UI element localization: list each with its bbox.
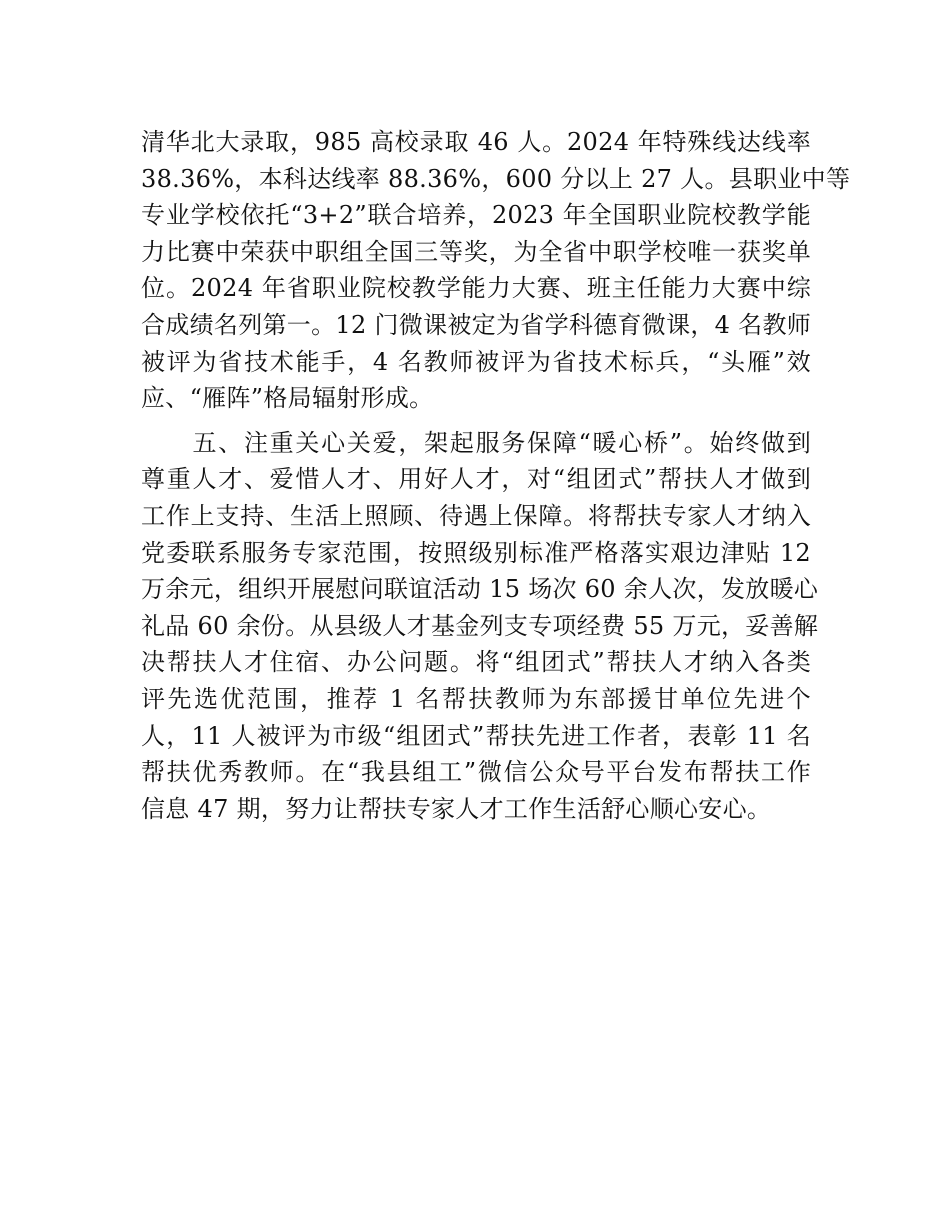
text-line: 尊重人才、爱惜人才、用好人才，对“组团式”帮扶人才做到	[141, 465, 811, 494]
text-line: 五、注重关心关爱，架起服务保障“暖心桥”。始终做到	[141, 428, 811, 457]
text-line: 帮扶优秀教师。在“我县组工”微信公众号平台发布帮扶工作	[141, 758, 811, 787]
paragraph-1	[141, 124, 851, 417]
text-line: 党委联系服务专家范围，按照级别标准严格落实艰边津贴 12	[141, 538, 811, 567]
text-line: 位。2024 年省职业院校教学能力大赛、班主任能力大赛中综	[141, 274, 811, 303]
text-line: 力比赛中荣获中职组全国三等奖，为全省中职学校唯一获奖单	[141, 237, 811, 266]
text-line: 合成绩名列第一。12 门微课被定为省学科德育微课，4 名教师	[141, 310, 812, 339]
text-line: 清华北大录取，985 高校录取 46 人。2024 年特殊线达线率	[141, 128, 811, 156]
text-line: 礼品 60 余份。从县级人才基金列支专项经费 55 万元，妥善解	[141, 611, 819, 640]
text-line: 人，11 人被评为市级“组团式”帮扶先进工作者，表彰 11 名	[141, 721, 811, 750]
paragraph-2	[141, 425, 819, 828]
text-line: 决帮扶人才住宿、办公问题。将“组团式”帮扶人才纳入各类	[141, 648, 811, 677]
text-line: 万余元，组织开展慰问联谊活动 15 场次 60 余人次，发放暖心	[141, 575, 819, 604]
text-line: 38.36%，本科达线率 88.36%，600 分以上 27 人。县职业中等	[141, 164, 851, 193]
text-line: 专业学校依托“3+2”联合培养，2023 年全国职业院校教学能	[141, 201, 811, 230]
text-line: 被评为省技术能手，4 名教师被评为省技术标兵，“头雁”效	[141, 347, 811, 376]
text-line: 信息 47 期，努力让帮扶专家人才工作生活舒心顺心安心。	[141, 794, 772, 823]
text-line: 工作上支持、生活上照顾、待遇上保障。将帮扶专家人才纳入	[141, 501, 811, 530]
paragraph-spacer	[141, 417, 811, 425]
document-body	[141, 124, 851, 827]
text-line: 应、“雁阵”格局辐射形成。	[141, 384, 434, 413]
text-line: 评先选优范围，推荐 1 名帮扶教师为东部援甘单位先进个	[141, 684, 811, 713]
